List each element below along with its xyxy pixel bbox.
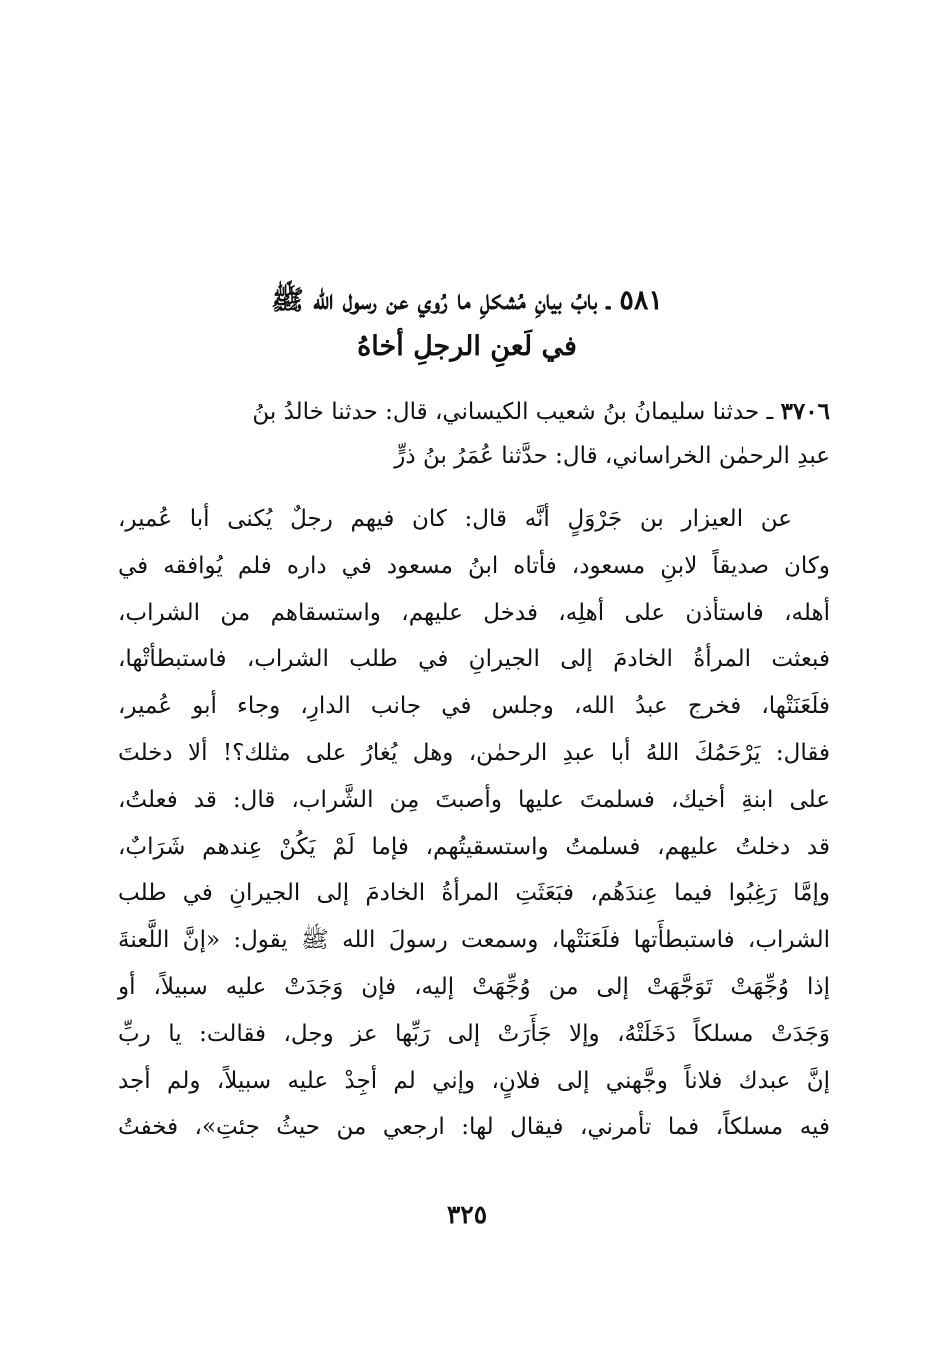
body-line: الشراب، فاستبطأَتها فلَعَنَتْها، وسمعت رسولَ الله ﷺ يقول: «إنَّ اللَّعنةَ (118, 927, 830, 954)
body-line: وَجَدَتْ مسلكاً دَخَلَتْهُ، وإلا جَأَرَتْ إلى رَبِّها عز وجل، فقالت: يا ربِّ (118, 1020, 830, 1047)
hadith-body (118, 496, 830, 1151)
body-line: فقال: يَرْحَمُكَ اللهُ أبا عبدِ الرحمٰن، وهل يُغارُ على مثلك؟! ألا دخلتَ (118, 739, 830, 766)
body-line: فبعثت المرأةُ الخادمَ إلى الجيرانِ في طلب الشراب، فاستبطأتْها، (118, 646, 830, 673)
body-line: وكان صديقاً لابنِ مسعود، فأتاه ابنُ مسعود في داره فلم يُوافقه في (118, 552, 830, 579)
body-line: عن العيزار بن جَرْوَلٍ أنَّه قال: كان فيهم رجلٌ يُكنى أبا عُمير، (118, 506, 792, 532)
isnad-text-1: ـ حدثنا سليمانُ بنُ شعيب الكيساني، قال: حدثنا خالدُ بنُ (252, 399, 774, 425)
chapter-heading (150, 278, 784, 370)
body-line: إذا وُجِّهَتْ تَوَجَّهَتْ إلى من وُجِّهَتْ إليه، فإن وَجَدَتْ عليه سبيلاً، أو (118, 973, 830, 1000)
page-number: ٣٢٥ (446, 1200, 488, 1229)
isnad-line-1 (118, 390, 830, 434)
body-line: وإمَّا رَغِبُوا فيما عِندَهُم، فبَعَثَتِ المرأةُ الخادمَ إلى الجيرانِ في طلب (118, 880, 830, 907)
body-line: فيه مسلكاً، فما تأمرني، فيقال لها: ارجعي من حيثُ جئتِ»، فخفتُ (118, 1114, 830, 1141)
body-line: على ابنةِ أخيك، فسلمتَ عليها وأصبتَ مِن الشَّراب، قال: قد فعلتُ، (118, 786, 830, 813)
hadith-number: ٣٧٠٦ (780, 398, 830, 425)
chapter-title-line-1: ٥٨١ ـ بابُ بيانِ مُشكلِ ما رُوي عن رسول الله ﷺ (271, 285, 663, 316)
hadith-isnad (118, 390, 830, 478)
body-line: قد دخلتُ عليهم، فسلمتُ واستسقيتُهم، فإما لَمْ يَكُنْ عِندهم شَرَابٌ، (118, 833, 830, 860)
body-line: أهله، فاستأذن على أهلِه، فدخل عليهم، واستسقاهم من الشراب، (118, 599, 830, 626)
body-line: فلَعَنَتْها، فخرج عبدُ الله، وجلس في جانب الدارِ، وجاء أبو عُمير، (118, 693, 830, 720)
body-line: إنَّ عبدك فلاناً وجَّهني إلى فلانٍ، وإني لم أجِدْ عليه سبيلاً، ولم أجد (118, 1067, 830, 1094)
chapter-title-line-2: في لَعنِ الرجلِ أخاهُ (357, 331, 577, 362)
isnad-line-2: عبدِ الرحمٰن الخراساني، قال: حدَّثنا عُمَرُ بنُ ذرٍّ (394, 443, 830, 469)
